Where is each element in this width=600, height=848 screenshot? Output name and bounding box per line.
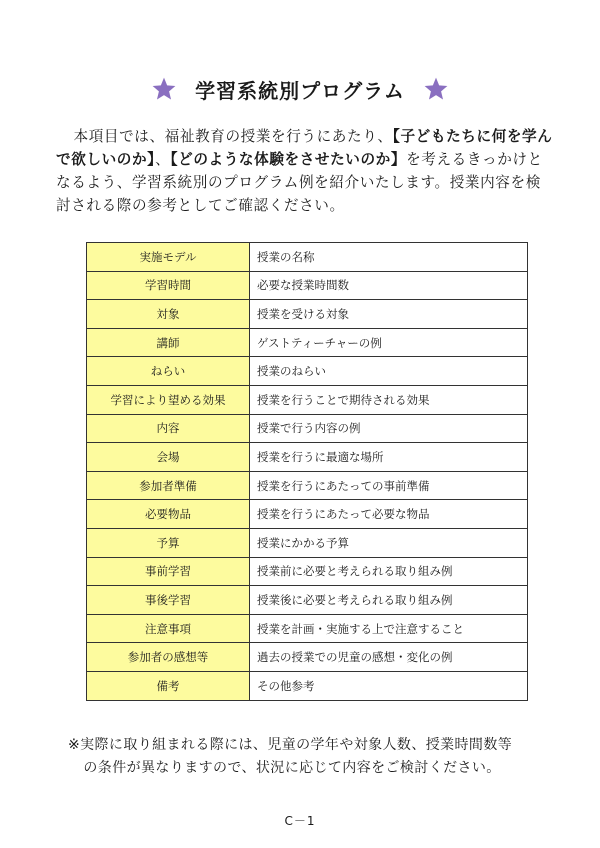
row-key-cell: 会場 xyxy=(87,443,250,472)
row-key-cell: 学習により望める効果 xyxy=(87,385,250,414)
table-row xyxy=(87,500,528,529)
row-value-cell: その他参考 xyxy=(250,671,528,700)
row-key-cell: 備考 xyxy=(87,671,250,700)
footnote-line: ※実際に取り組まれる際には、児童の学年や対象人数、授業時間数等 xyxy=(68,737,513,753)
row-key-cell: 参加者の感想等 xyxy=(87,643,250,672)
row-key-cell: 予算 xyxy=(87,528,250,557)
table-row xyxy=(87,300,528,329)
intro-text: 、 xyxy=(155,151,171,168)
star-icon xyxy=(151,76,177,102)
table-row xyxy=(87,243,528,272)
table-row xyxy=(87,328,528,357)
row-key-cell: 講師 xyxy=(87,328,250,357)
row-value-cell: 授業を計画・実施する上で注意すること xyxy=(250,614,528,643)
table-row xyxy=(87,385,528,414)
table-row xyxy=(87,357,528,386)
row-value-cell: ゲストティーチャーの例 xyxy=(250,328,528,357)
table-row xyxy=(87,528,528,557)
footnote xyxy=(68,734,548,780)
page-number: C－1 xyxy=(284,814,316,828)
program-table xyxy=(86,242,528,701)
intro-text: 本項目では、福祉教育の授業を行うにあたり、 xyxy=(73,128,393,145)
row-key-cell: 参加者準備 xyxy=(87,471,250,500)
row-key-cell: 事後学習 xyxy=(87,586,250,615)
intro-paragraph xyxy=(56,125,556,217)
row-value-cell: 授業前に必要と考えられる取り組み例 xyxy=(250,557,528,586)
row-value-cell: 授業を行うに最適な場所 xyxy=(250,443,528,472)
row-value-cell: 授業を受ける対象 xyxy=(250,300,528,329)
row-key-cell: 事前学習 xyxy=(87,557,250,586)
table-row xyxy=(87,557,528,586)
intro-text: を考えるきっかけとなるよう、学習系統別のプログラム例を紹介いたします。授業内容を検討される際の参考としてご確認ください。 xyxy=(56,151,543,214)
row-value-cell: 必要な授業時間数 xyxy=(250,271,528,300)
page-title: 学習系統別プログラム xyxy=(195,78,405,103)
intro-emphasis: 【どのような体験をさせたいのか】 xyxy=(170,151,407,168)
row-key-cell: ねらい xyxy=(87,357,250,386)
row-key-cell: 必要物品 xyxy=(87,500,250,529)
table-row xyxy=(87,414,528,443)
star-icon xyxy=(423,76,449,102)
table-row xyxy=(87,586,528,615)
table-row xyxy=(87,471,528,500)
row-value-cell: 授業後に必要と考えられる取り組み例 xyxy=(250,586,528,615)
row-key-cell: 内容 xyxy=(87,414,250,443)
row-value-cell: 授業を行うにあたって必要な物品 xyxy=(250,500,528,529)
row-key-cell: 対象 xyxy=(87,300,250,329)
table-row xyxy=(87,443,528,472)
page-title-row xyxy=(0,72,600,106)
row-value-cell: 授業を行うことで期待される効果 xyxy=(250,385,528,414)
row-key-cell: 学習時間 xyxy=(87,271,250,300)
row-value-cell: 授業にかかる予算 xyxy=(250,528,528,557)
row-value-cell: 過去の授業での児童の感想・変化の例 xyxy=(250,643,528,672)
row-value-cell: 授業で行う内容の例 xyxy=(250,414,528,443)
intro-emphasis: 【子どもたちに何を学んで欲しいのか】 xyxy=(56,128,553,168)
table-row xyxy=(87,614,528,643)
footnote-line: の条件が異なりますので、状況に応じて内容をご検討ください。 xyxy=(83,760,501,776)
row-key-cell: 注意事項 xyxy=(87,614,250,643)
table-row xyxy=(87,671,528,700)
table-row xyxy=(87,271,528,300)
row-key-cell: 実施モデル xyxy=(87,243,250,272)
row-value-cell: 授業のねらい xyxy=(250,357,528,386)
row-value-cell: 授業の名称 xyxy=(250,243,528,272)
table-row xyxy=(87,643,528,672)
row-value-cell: 授業を行うにあたっての事前準備 xyxy=(250,471,528,500)
